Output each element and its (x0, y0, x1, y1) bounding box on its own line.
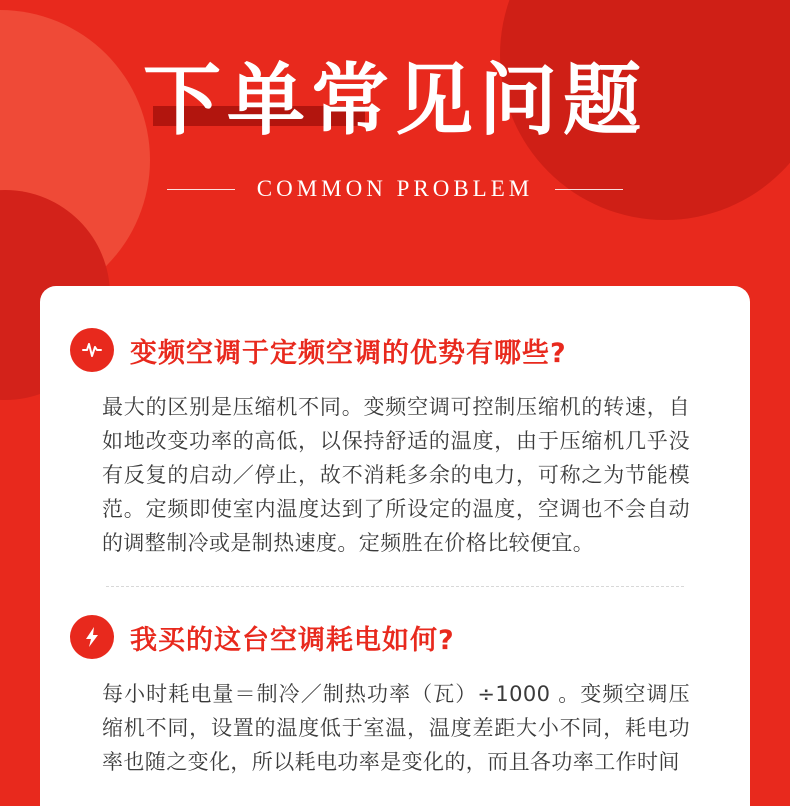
faq-item (70, 615, 720, 779)
faq-answer: 每小时耗电量＝制冷／制热功率（瓦）÷1000 。变频空调压缩机不同，设置的温度低于室温，温度差距大小不同，耗电功率也随之变化，所以耗电功率是变化的，而且各功率工作时间 (102, 682, 690, 775)
faq-answer: 最大的区别是压缩机不同。变频空调可控制压缩机的转速，自如地改变功率的高低，以保持舒适的温度，由于压缩机几乎没有反复的启动／停止，故不消耗多余的电力，可称之为节能模范。定频即使室内温度达到了所设定的温度，空调也不会自动的调整制冷或是制热速度。定频胜在价格比较便宜。 (102, 395, 690, 556)
pulse-wave-icon (70, 328, 114, 372)
faq-item-header (70, 615, 720, 659)
subtitle-rule-left (167, 189, 235, 190)
subtitle-rule-right (555, 189, 623, 190)
faq-question: 变频空调于定频空调的优势有哪些? (130, 337, 567, 369)
page-title: 下单常见问题 (142, 56, 647, 146)
page-header (0, 0, 790, 202)
subtitle-row (0, 176, 790, 202)
page-subtitle: COMMON PROBLEM (256, 176, 534, 201)
faq-item-header (70, 328, 720, 372)
faq-item (70, 328, 720, 560)
title-wrapper (139, 56, 651, 146)
lightning-bolt-icon (70, 615, 114, 659)
faq-divider (106, 586, 684, 587)
faq-card (40, 286, 750, 806)
faq-question: 我买的这台空调耗电如何? (130, 624, 455, 656)
